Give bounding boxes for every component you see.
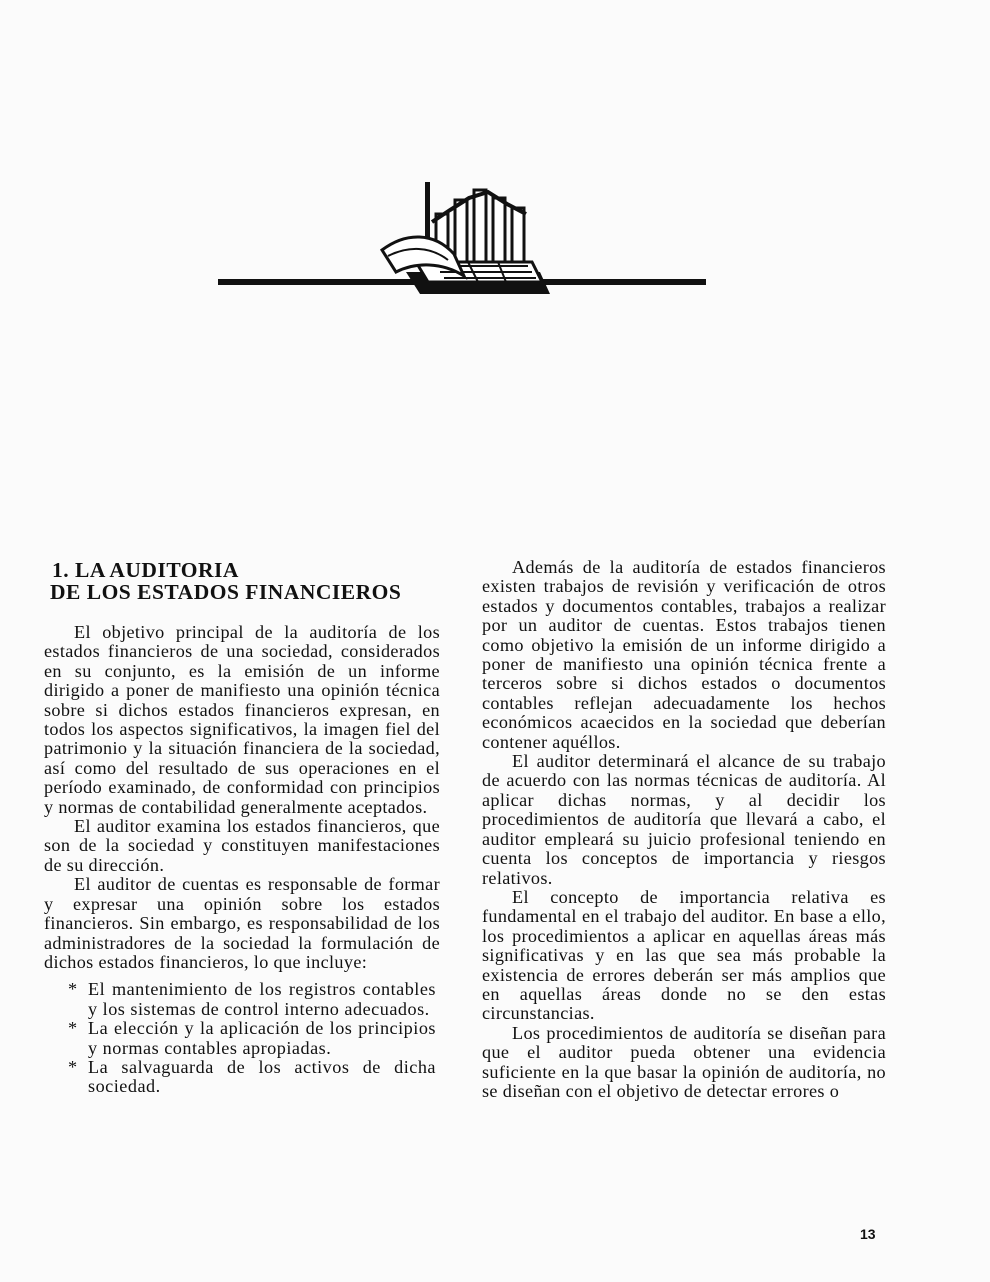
- book-with-bar-chart-icon: [210, 176, 710, 300]
- body-paragraph: Los procedimientos de auditoría se diseñan para que el auditor pueda obtener una evidencia suficiente en la que basar la opinión de auditoría, no se diseñan con el objetivo de detectar errores o: [482, 1022, 886, 1101]
- section-heading: [50, 558, 440, 603]
- right-column: [482, 558, 886, 1101]
- body-paragraph: El auditor de cuentas es responsable de formar y expresar una opinión sobre los estados financieros. Sin embargo, es responsabilidad de los administradores de la sociedad la formulación de dichos estados financieros, lo que incluye:: [44, 874, 440, 972]
- body-paragraph: Además de la auditoría de estados financieros existen trabajos de revisión y verificación de otros estados y documentos contables, trabajos a realizar por un auditor de cuentas. Estos trabajos tienen como objetivo la emisión de un informe dirigido a poner de manifiesto una opinión técnica frente a terceros sobre si dichos estados o documentos contables reflejan adecuadamente los hechos económicos acaecidos en la sociedad que deberían contener aquéllos.: [482, 557, 886, 752]
- list-item-text: La salvaguarda de los activos de dicha sociedad.: [88, 1056, 436, 1097]
- list-item: [44, 1019, 440, 1058]
- body-paragraph: El auditor examina los estados financieros, que son de la sociedad y constituyen manifestaciones de su dirección.: [44, 816, 440, 875]
- bullet-marker: *: [68, 979, 78, 1000]
- left-column: [44, 558, 440, 1097]
- responsibilities-list: [44, 980, 440, 1096]
- bullet-marker: *: [68, 1018, 78, 1039]
- list-item-text: La elección y la aplicación de los principios y normas contables apropiadas.: [88, 1018, 436, 1058]
- section-title-line1: LA AUDITORIA: [75, 558, 239, 582]
- body-paragraph: El objetivo principal de la auditoría de los estados financieros de una sociedad, considerados en su conjunto, es la emisión de un informe dirigido a poner de manifiesto una opinión técnica sobre si dichos estados financieros expresan, en todos los aspectos significativos, la imagen fiel del patrimonio y la situación financiera de la sociedad, así como del resultado de sus operaciones en el período examinado, de conformidad con principios y normas de contabilidad generalmente aceptados.: [44, 622, 440, 817]
- section-number: 1.: [52, 558, 70, 582]
- section-heading-line1: [50, 560, 440, 582]
- body-paragraph: El auditor determinará el alcance de su trabajo de acuerdo con las normas técnicas de auditoría. Al aplicar dichas normas, y al decidir los procedimientos de auditoría que llevará a cabo, el auditor empleará su juicio profesional teniendo en cuenta los conceptos de importancia y riesgos relativos.: [482, 751, 886, 888]
- list-item-text: El mantenimiento de los registros contables y los sistemas de control interno adecuados.: [88, 979, 436, 1019]
- section-title-line2: DE LOS ESTADOS FINANCIEROS: [50, 579, 402, 604]
- list-item: [44, 980, 440, 1019]
- page-number: 13: [860, 1226, 876, 1242]
- list-item: [44, 1058, 440, 1097]
- body-paragraph: El concepto de importancia relativa es fundamental en el trabajo del auditor. En base a ello, los procedimientos a aplicar en aquellas áreas más significativas y en las que sea más probable la existencia de errores deberán ser más amplios que en aquellas áreas donde no se den estas circunstancias.: [482, 886, 886, 1024]
- bullet-marker: *: [68, 1056, 78, 1077]
